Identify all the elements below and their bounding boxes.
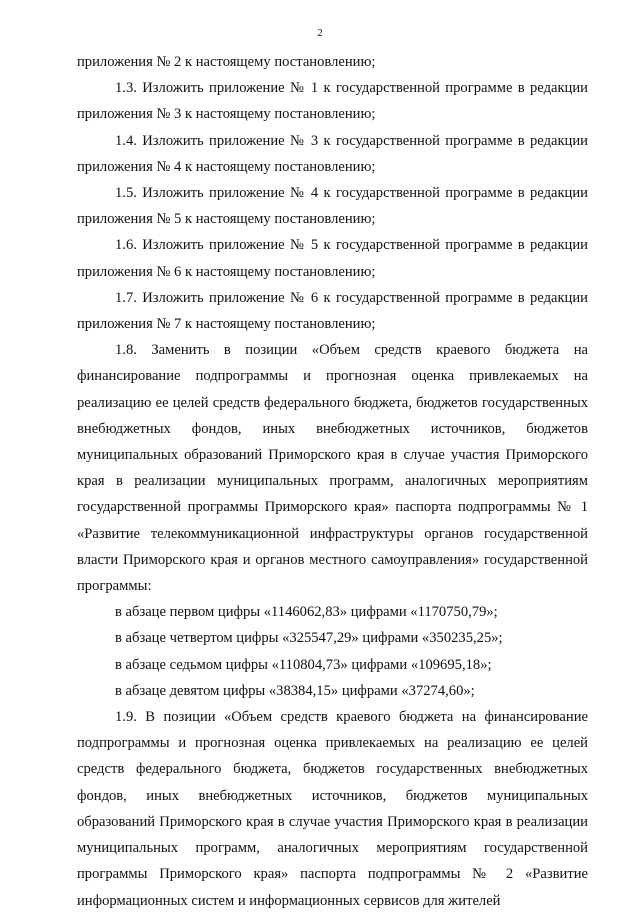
paragraph-item-1-4: 1.4. Изложить приложение № 3 к государственной программе в редакции приложения № 4 к настоящему постановлению; bbox=[77, 132, 588, 175]
sub-item-ninth-paragraph: в абзаце девятом цифры «38384,15» цифрами «37274,60»; bbox=[115, 682, 475, 699]
paragraph-item-1-6: 1.6. Изложить приложение № 5 к государственной программе в редакции приложения № 6 к настоящему постановлению; bbox=[77, 237, 588, 280]
sub-item-first-paragraph: в абзаце первом цифры «1146062,83» цифрами «1170750,79»; bbox=[115, 604, 498, 621]
paragraph-item-1-8: 1.8. Заменить в позиции «Объем средств краевого бюджета на финансирование подпрограммы и прогнозная оценка привлекаемых на реализацию ее целей средств федерального бюджета, бюджетов государственных внебюджетных фондов, иных внебюджетных источников, бюджетов муниципальных образований Приморского края в случае участия Приморского края в реализации муниципальных программ, аналогичных мероприятиям государственной программы Приморского края» паспорта подпрограммы № 1 «Развитие телекоммуникационной инфраструктуры органов государственной власти Приморского края и органов местного самоуправления» государственной программы: bbox=[77, 342, 588, 595]
page-number: 2 bbox=[317, 27, 323, 39]
paragraph-item-1-9: 1.9. В позиции «Объем средств краевого бюджета на финансирование подпрограммы и прогнозная оценка привлекаемых на реализацию ее целей средств федерального бюджета, бюджетов государственных внебюджетных фондов, иных внебюджетных источников, бюджетов муниципальных образований Приморского края в случае участия Приморского края в реализации муниципальных программ, аналогичных мероприятиям государственной программы Приморского края» паспорта подпрограммы № 2 «Развитие информационных систем и информационных сервисов для жителей bbox=[77, 709, 588, 909]
paragraph-continuation: приложения № 2 к настоящему постановлению; bbox=[77, 54, 376, 70]
paragraph-item-1-5: 1.5. Изложить приложение № 4 к государственной программе в редакции приложения № 5 к настоящему постановлению; bbox=[77, 185, 588, 228]
document-body bbox=[77, 49, 588, 914]
sub-item-fourth-paragraph: в абзаце четвертом цифры «325547,29» цифрами «350235,25»; bbox=[115, 630, 503, 647]
paragraph-item-1-7: 1.7. Изложить приложение № 6 к государственной программе в редакции приложения № 7 к настоящему постановлению; bbox=[77, 289, 588, 333]
sub-item-seventh-paragraph: в абзаце седьмом цифры «110804,73» цифрами «109695,18»; bbox=[115, 656, 492, 673]
paragraph-item-1-3: 1.3. Изложить приложение № 1 к государственной программе в редакции приложения № 3 к настоящему постановлению; bbox=[77, 80, 588, 123]
